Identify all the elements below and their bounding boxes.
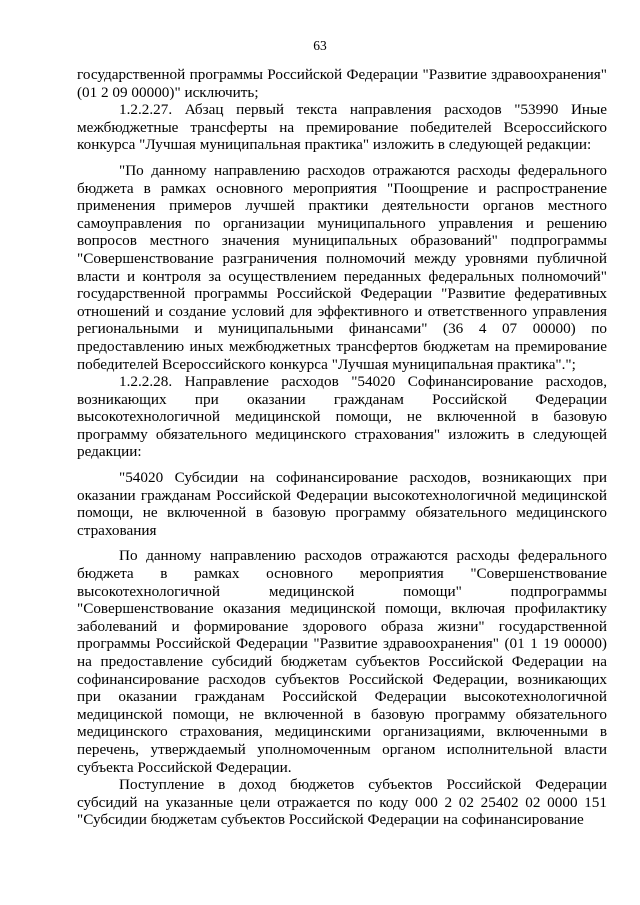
paragraph: 1.2.2.28. Направление расходов "54020 Софинансирование расходов, возникающих при оказании гражданам Российской Федерации высокотехнологичной медицинской помощи, не включенной в базовую программу обязательного медицинского страхования" изложить в следующей редакции: [77,373,607,461]
paragraph: Поступление в доход бюджетов субъектов Российской Федерации субсидий на указанные цели отражается по коду 000 2 02 25402 02 0000 151 "Субсидии бюджетам субъектов Российской Федерации на софинансирование [77,776,607,829]
paragraph: По данному направлению расходов отражаются расходы федерального бюджета в рамках основного мероприятия "Совершенствование высокотехнологичной медицинской помощи" подпрограммы "Совершенствование оказания медицинской помощи, включая профилактику заболеваний и формирование здорового образа жизни" государственной программы Российской Федерации "Развитие здравоохранения" (01 1 19 00000) на предоставление субсидий бюджетам субъектов Российской Федерации на софинансирование расходов субъектов Российской Федерации, возникающих при оказании гражданам Российской Федерации высокотехнологичной медицинской помощи, не включенной в базовую программу обязательного медицинского страхования, медицинскими организациями, включенными в перечень, утверждаемый уполномоченным органом исполнительной власти субъекта Российской Федерации. [77,547,607,776]
paragraph: "54020 Субсидии на софинансирование расходов, возникающих при оказании гражданам Российской Федерации высокотехнологичной медицинской помощи, не включенной в базовую программу обязательного медицинского страхования [77,469,607,539]
paragraph: "По данному направлению расходов отражаются расходы федерального бюджета в рамках основного мероприятия "Поощрение и распространение применения примеров лучшей практики деятельности органов местного самоуправления по организации муниципального управления и решению вопросов местного значения муниципальных образований" подпрограммы "Совершенствование разграничения полномочий между уровнями публичной власти и контроля за осуществлением переданных федеральных полномочий" государственной программы Российской Федерации "Развитие федеративных отношений и создание условий для эффективного и ответственного управления региональными и муниципальными финансами" (36 4 07 00000) по предоставлению иных межбюджетных трансфертов бюджетам на премирование победителей Всероссийского конкурса "Лучшая муниципальная практика"."; [77,161,607,373]
page-number: 63 [313,38,327,53]
paragraph: государственной программы Российской Федерации "Развитие здравоохранения" (01 2 09 00000)" исключить; [77,66,607,101]
document-body [77,66,607,829]
paragraph: 1.2.2.27. Абзац первый текста направления расходов "53990 Иные межбюджетные трансферты на премирование победителей Всероссийского конкурса "Лучшая муниципальная практика" изложить в следующей редакции: [77,101,607,154]
